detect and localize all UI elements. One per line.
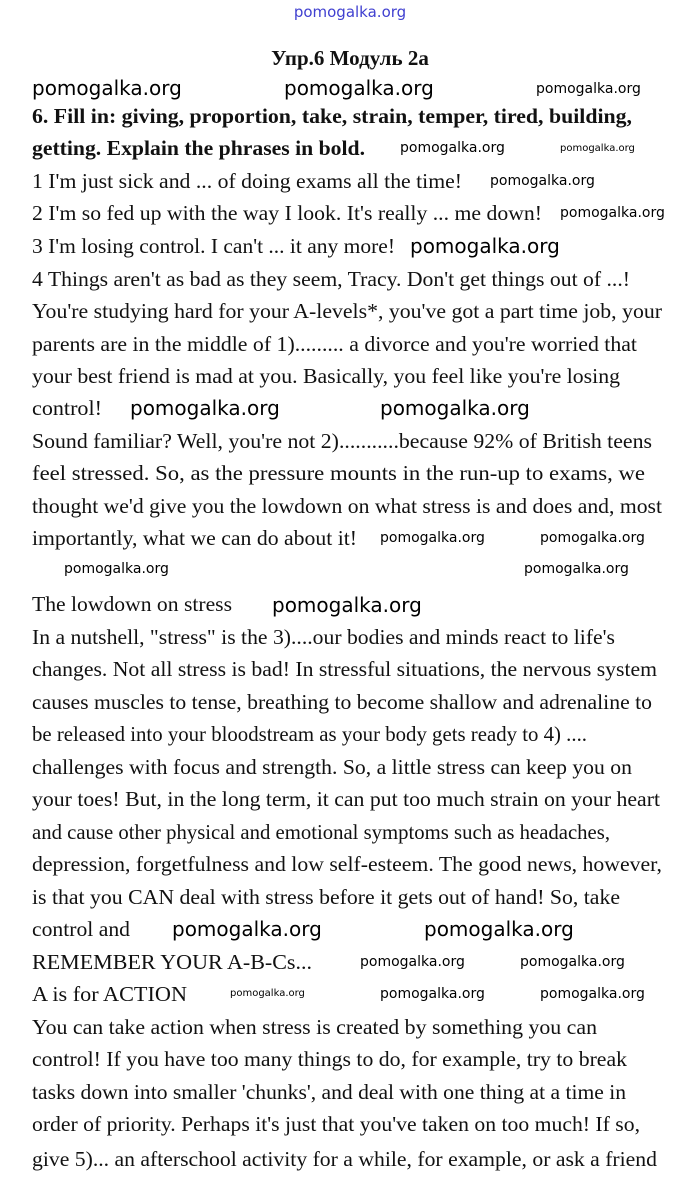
watermark: pomogalka.org [410,234,560,258]
watermark: pomogalka.org [284,76,434,100]
watermark: pomogalka.org [380,986,485,1002]
text-line: your toes! But, in the long term, it can put too much strain on your heart [32,787,660,811]
watermark: pomogalka.org [32,76,182,100]
watermark: pomogalka.org [400,140,505,156]
text-line: your best friend is mad at you. Basically, you feel like you're losing [32,364,620,388]
text-line: thought we'd give you the lowdown on what stress is and does and, most [32,494,662,518]
watermark: pomogalka.org [130,396,280,420]
watermark: pomogalka.org [172,917,322,941]
exercise-instruction-line: getting. Explain the phrases in bold. [32,136,365,160]
text-line: changes. Not all stress is bad! In stressful situations, the nervous system [32,657,657,681]
text-line: causes muscles to tense, breathing to become shallow and adrenaline to [32,690,652,714]
text-line: and cause other physical and emotional symptoms such as headaches, [32,820,610,844]
text-line: The lowdown on stress [32,592,232,616]
text-line: Sound familiar? Well, you're not 2)...........because 92% of British teens [32,429,652,453]
text-line: importantly, what we can do about it! [32,526,357,550]
text-line: control and [32,917,130,941]
watermark: pomogalka.org [380,530,485,546]
text-line: parents are in the middle of 1)......... a divorce and you're worried that [32,332,637,356]
header-watermark: pomogalka.org [293,3,407,21]
watermark: pomogalka.org [490,173,595,189]
watermark: pomogalka.org [520,954,625,970]
text-line: 3 I'm losing control. I can't ... it any more! [32,234,395,258]
exercise-instruction-line: 6. Fill in: giving, proportion, take, strain, temper, tired, building, [32,104,632,128]
text-line: You can take action when stress is created by something you can [32,1015,597,1039]
text-line: challenges with focus and strength. So, a little stress can keep you on [32,755,632,779]
text-line: You're studying hard for your A-levels*, you've got a part time job, your [32,299,662,323]
text-line: be released into your bloodstream as your body gets ready to 4) .... [32,722,587,746]
text-line: 1 I'm just sick and ... of doing exams all the time! [32,169,462,193]
text-line: control! If you have too many things to do, for example, try to break [32,1047,627,1071]
watermark: pomogalka.org [540,530,645,546]
text-line: order of priority. Perhaps it's just that you've taken on too much! If so, [32,1112,640,1136]
watermark: pomogalka.org [360,954,465,970]
watermark: pomogalka.org [560,143,635,154]
watermark: pomogalka.org [64,561,169,577]
text-line: REMEMBER YOUR A-B-Cs... [32,950,312,974]
text-line: In a nutshell, "stress" is the 3)....our bodies and minds react to life's [32,625,615,649]
exercise-title: Упр.6 Модуль 2а [271,46,429,70]
text-line: 2 I'm so fed up with the way I look. It's really ... me down! [32,201,542,225]
watermark: pomogalka.org [272,593,422,617]
text-line: depression, forgetfulness and low self-esteem. The good news, however, [32,852,662,876]
text-line: A is for ACTION [32,982,187,1006]
text-line: 4 Things aren't as bad as they seem, Tracy. Don't get things out of ...! [32,267,630,291]
watermark: pomogalka.org [560,205,665,221]
text-line: control! [32,396,102,420]
watermark: pomogalka.org [424,917,574,941]
text-line: feel stressed. So, as the pressure mounts in the run-up to exams, we [32,461,645,485]
text-line: give 5)... an afterschool activity for a while, for example, or ask a friend [32,1147,657,1171]
text-line: tasks down into smaller 'chunks', and deal with one thing at a time in [32,1080,626,1104]
watermark: pomogalka.org [230,988,305,999]
watermark: pomogalka.org [524,561,629,577]
watermark: pomogalka.org [540,986,645,1002]
text-line: is that you CAN deal with stress before it gets out of hand! So, take [32,885,620,909]
watermark: pomogalka.org [380,396,530,420]
watermark: pomogalka.org [536,81,641,97]
